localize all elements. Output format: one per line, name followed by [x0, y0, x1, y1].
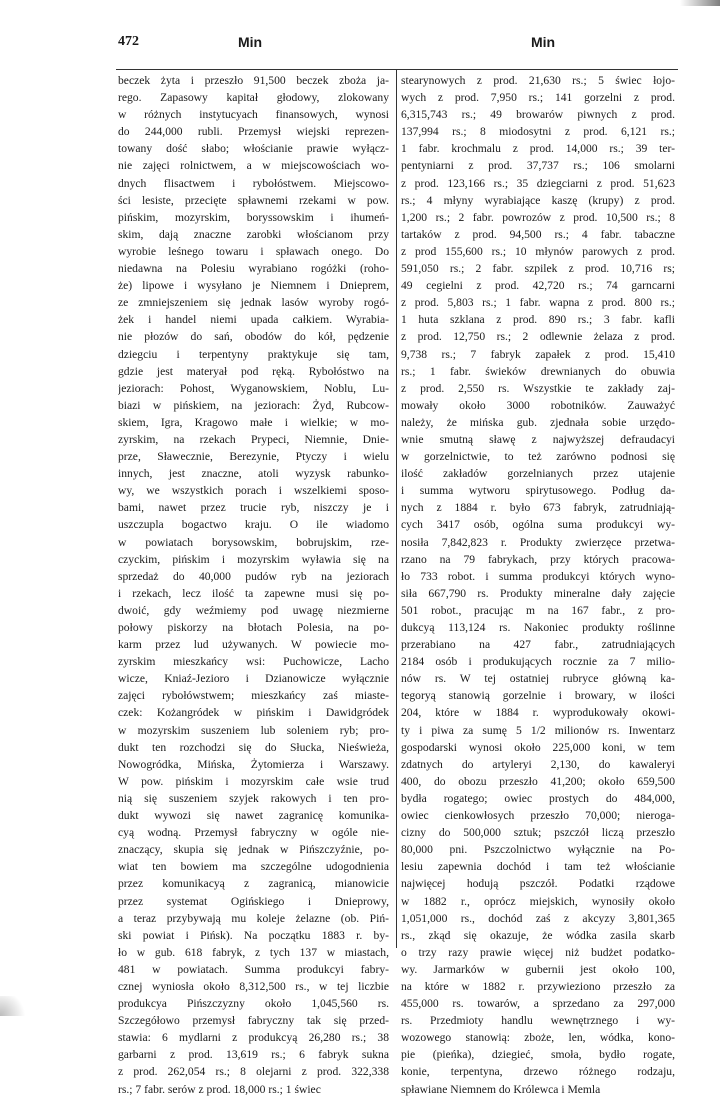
text-line: gdzie jest materyał pod ręką. Rybołóstwo na [118, 364, 389, 378]
text-line: rs. Przedmioty handlu wewnętrznego i wy- [401, 1014, 675, 1028]
text-line: zajęci rybołówstwem; mieszkańcy zaś miaste- [118, 689, 389, 703]
text-line: Nowogródka, Mińska, Żytomierza i Warszawy. [118, 757, 389, 771]
text-line: czyckim, pińskim i mozyrskim wyławia się na [118, 552, 389, 566]
text-line: ty i piwa za sumę 5 1/2 milionów rs. Inwentarz [401, 723, 675, 737]
text-line: w różnych instytucyach finansowych, wynosi [118, 108, 389, 122]
text-line: uszczupla bogactwo kraju. O ile wiadomo [118, 518, 389, 532]
text-line: innych, jest znaczne, atoli wyzysk rabunko- [118, 467, 389, 481]
text-line: dnych flisactwem i rybołóstwem. Miejscowo- [118, 176, 389, 190]
text-line: 2184 osób i produkujących rocznie za 7 milio- [401, 655, 675, 669]
text-line: o trzy razy prawie więcej niż budżet podatko- [401, 945, 675, 959]
text-line: lesiu zapewnia dochód i tam też włościanie [401, 860, 675, 874]
text-line: 80,000 pni. Pszczolnictwo wyłącznie na Po- [401, 843, 675, 857]
text-line: dwoić, gdy weźmiemy pod uwagę niezmierne [118, 603, 389, 617]
text-line: 1,051,000 rs., dochód zaś z akcyzy 3,801,365 [401, 911, 675, 925]
text-line: cych 3417 osób, ogólna suma produkcyi wy- [401, 518, 675, 532]
text-line: rs.; 7 fabr. serów z prod. 18,000 rs.; 1 świec [118, 1082, 321, 1096]
right-column [401, 72, 675, 1098]
text-line: 455,000 rs. towarów, a sprzedano za 297,000 [401, 997, 675, 1011]
text-line: do 244,000 rubli. Przemysł wiejski reprezen- [118, 125, 389, 139]
text-line: 137,994 rs.; 8 miodosytni z prod. 6,121 rs.; [401, 125, 675, 139]
scan-corner-shadow [0, 996, 30, 1016]
text-line: mowały około 3000 robotników. Zauważyć [401, 398, 675, 412]
text-line: stawia: 6 mydlarni z produkcyą 26,280 rs.; 38 [118, 1031, 389, 1045]
text-line: rs., zkąd się okazuje, że wódka zasila skarb [401, 928, 675, 942]
header-rule [116, 69, 678, 70]
text-line: stearynowych z prod. 21,630 rs.; 5 świec łojo- [401, 74, 675, 87]
text-line: W pow. pińskim i mozyrskim całe wsie trud [118, 774, 389, 788]
text-line: z prod. 2,550 rs. Wszystkie te zakłady zaj- [401, 381, 675, 395]
text-line: z prod. 5,803 rs.; 1 fabr. wapna z prod. 800 rs.; [401, 296, 675, 310]
column-divider [396, 70, 397, 948]
text-line: dukcyą 113,124 rs. Nakoniec produkty roślinne [401, 621, 675, 634]
text-line: niedawna na Polesiu wyrabiano rogóżki (roho- [118, 262, 389, 276]
text-line: spławiane Niemnem do Królewca i Memla [401, 1082, 601, 1096]
text-line: że) lipowe i wysyłano je Niemnem i Dnieprem, [118, 279, 389, 293]
text-line: cyą wodną. Przemysł fabryczny w ogóle nie- [118, 826, 389, 840]
text-line: przez komunikacyą z zagranicą, mianowicie [118, 877, 389, 891]
page-header [0, 34, 720, 54]
text-line: wych z prod. 7,950 rs.; 141 gorzelni z prod. [401, 91, 675, 105]
text-line: prze, Sławecznie, Berezynie, Ptyczy i wielu [118, 450, 389, 464]
text-line: ło 733 robot. i summa produkcyi których wyno- [401, 569, 675, 583]
text-line: ści lesiste, przecięte spławnemi rzekami w pow. [118, 193, 389, 207]
text-line: Szczegółowo przemysł fabryczny tak się przed- [118, 1014, 389, 1028]
text-line: dukt ten rozchodzi się do Słucka, Nieświeża, [118, 740, 389, 754]
text-line: ilość zakładów gorzelnianych przez utajenie [401, 467, 675, 481]
text-line: 6,315,743 rs.; 49 browarów piwnych z prod. [401, 108, 675, 122]
running-head-right: Min [531, 34, 556, 50]
text-line: biazi w pińskiem, na jeziorach: Żyd, Rubcow- [118, 398, 389, 412]
text-line: w gorzelnictwie, to też zarówno podnosi się [401, 450, 675, 464]
text-line: najwięcej hodują pszczół. Podatki rządowe [401, 877, 675, 891]
text-line: jeziorach: Pohost, Wyganowskiem, Noblu, Lu- [118, 381, 389, 395]
text-line: połowy piskorzy na błotach Polesia, na po- [118, 621, 389, 634]
text-line: w mozyrskim suszeniem lub soleniem ryb; pro- [118, 723, 389, 737]
text-line: nie zajęci rolnictwem, a w miejscowościach wo- [118, 159, 389, 173]
text-line: zdatnych do artyleryi 2,130, do kawaleryi [401, 757, 675, 771]
text-line: nią się suszeniem szyjek rakowych i ten pro- [118, 791, 389, 805]
text-line: pentyniarni z prod. 37,737 rs.; 106 smolarni [401, 159, 675, 173]
text-line: z prod 155,600 rs.; 10 młynów parowych z prod. [401, 244, 675, 258]
text-line: wozowego stanowią: zboże, len, wódka, kono- [401, 1031, 675, 1045]
text-line: 1 fabr. krochmalu z prod. 14,000 rs.; 39 ter- [401, 142, 675, 156]
text-line: z prod. 123,166 rs.; 35 dziegciarni z prod. 51,623 [401, 176, 675, 190]
text-line: tegoryą stanowią gorzelnie i browary, w ilości [401, 689, 675, 703]
text-line: karm przez lud używanych. W powiecie mo- [118, 638, 389, 652]
text-line: cizny do 500,000 sztuk; pszczół liczą przeszło [401, 826, 675, 840]
text-line: siła 667,790 rs. Produkty mineralne dały zajęcie [401, 586, 675, 600]
text-line: nosiła 7,842,823 r. Produkty zwierzęce przetwa- [401, 535, 675, 549]
text-line: wicze, Kniaź-Jezioro i Dzianowicze wyłącznie [118, 672, 389, 686]
text-line: skim, dają znaczne zarobki włościanom przy [118, 227, 389, 241]
text-line: ski powiat i Pińsk). Na początku 1883 r. by- [118, 928, 389, 942]
text-line: ze zmniejszeniem się jednak lasów wyroby rogó- [118, 296, 389, 310]
text-line: należy, że mińska gub. zjednała sobie urzędo- [401, 415, 675, 429]
text-line: towany dość słabo; włościanie prawie wyłącz- [118, 142, 389, 156]
text-line: rego. Zapasowy kapitał głodowy, zlokowany [118, 91, 389, 105]
text-line: 591,050 rs.; 2 fabr. szpilek z prod. 10,716 rs; [401, 262, 675, 276]
text-line: produkcya Pińszczyzny około 1,045,560 rs. [118, 997, 389, 1011]
text-line: rs.; 4 młyny wyrabiające kaszę (krupy) z prod. [401, 193, 675, 207]
text-line: zyrskim, na rzekach Prypeci, Niemnie, Dnie- [118, 432, 389, 446]
text-line: wnie smutną sławę z najwyższej defraudacyi [401, 432, 675, 446]
text-line: zyrskim mieszkańcy wsi: Puchowicze, Lacho [118, 655, 389, 669]
text-line: 204, które w 1884 r. wyprodukowały okowi- [401, 706, 675, 720]
text-line: 1 huta szklana z prod. 890 rs.; 3 fabr. kafli [401, 313, 675, 327]
text-line: przerabiano na 427 fabr., zatrudniających [401, 638, 675, 652]
text-line: konie, terpentyna, drzewo różnego rodzaju, [401, 1065, 675, 1079]
text-line: cznej wyniosła około 8,312,500 rs., w tej liczbie [118, 979, 389, 993]
text-line: i summa wytworu spirytusowego. Podług da- [401, 484, 675, 498]
text-line: beczek żyta i przeszło 91,500 beczek zboża ja- [118, 74, 389, 87]
text-line: w powiatach borysowskim, bobrujskim, rze- [118, 535, 389, 549]
text-line: znaczący, skupia się jednak w Pińszczyźnie, po- [118, 843, 389, 857]
text-line: 9,738 rs.; 7 fabryk zapałek z prod. 15,410 [401, 347, 675, 361]
text-line: czek: Kożangródek w pińskim i Dawidgródek [118, 706, 389, 720]
text-line: ło w gub. 618 fabryk, z tych 137 w miastach, [118, 945, 389, 959]
text-line: 501 robot., pracując m na 167 fabr., z pro- [401, 603, 675, 617]
text-line: z prod. 262,054 rs.; 8 olejarni z prod. 322,338 [118, 1065, 389, 1079]
page-number: 472 [118, 34, 139, 49]
text-line: nych z 1884 r. było 673 fabryk, zatrudniają- [401, 501, 675, 515]
text-line: 400, do obozu przeszło 41,200; około 659,500 [401, 774, 675, 788]
text-line: przez systemat Ogińskiego i Dnieprowy, [118, 894, 389, 908]
text-line: dziegciu i terpentyny praktykuje się tam, [118, 347, 389, 361]
text-line: wy, we wszystkich porach i wszelkiemi sposo- [118, 484, 389, 498]
text-line: i rzekach, lecz ilość ta zapewne musi się po- [118, 586, 389, 600]
text-line: garbarni z prod. 13,619 rs.; 6 fabryk sukna [118, 1048, 389, 1062]
text-line: dukt wywozi się nawet zagranicę komunika- [118, 809, 389, 823]
text-line: skiem, Igra, Kragowo małe i wielkie; w mo- [118, 415, 389, 429]
text-line: owiec cienkowłosych przeszło 70,000; nierogа- [401, 809, 675, 823]
text-line: 1,200 rs.; 2 fabr. powrozów z prod. 10,500 rs.; 8 [401, 210, 675, 224]
text-line: z prod. 12,750 rs.; 2 odlewnie żelaza z prod. [401, 330, 675, 344]
text-line: rzano na 79 fabrykach, przy których pracowa- [401, 552, 675, 566]
text-line: pińskim, mozyrskim, boryssowskim i ihumeń- [118, 210, 389, 224]
text-line: na które w 1882 r. przywieziono przeszło za [401, 979, 675, 993]
running-head-left: Min [238, 34, 263, 50]
text-line: wiat ten bowiem ma szczególne udogodnienia [118, 860, 389, 874]
text-line: bydła rogatego; owiec prostych do 484,000, [401, 791, 675, 805]
text-line: 49 cegielni z prod. 42,720 rs.; 74 garncarni [401, 279, 675, 293]
text-line: a teraz przybywają mu koleje żelazne (ob. Piń- [118, 911, 389, 925]
text-line: nów rs. W tej ostatniej rubryce główną ka- [401, 672, 675, 686]
text-line: żek i handel niemi upada całkiem. Wyrabia- [118, 313, 389, 327]
text-line: wy. Jarmarków w gubernii jest około 100, [401, 962, 675, 976]
text-line: pie (pieńka), dziegieć, smoła, bydło rogate, [401, 1048, 675, 1062]
left-column [118, 72, 389, 1098]
text-line: wyrobie leśnego towaru i spławach onego. Do [118, 244, 389, 258]
text-line: 481 w powiatach. Summa produkcyi fabry- [118, 962, 389, 976]
text-line: nie płozów do sań, obodów do kół, pędzenie [118, 330, 389, 344]
text-line: tartaków z prod. 94,500 rs.; 4 fabr. tabaczne [401, 227, 675, 241]
text-line: rs.; 1 fabr. świeków drewnianych do obuwia [401, 364, 675, 378]
text-line: bami, nawet przez trucie ryb, niszczy je i [118, 501, 389, 515]
scan-edge-shadow [680, 0, 720, 6]
text-line: gospodarski wynosi około 225,000 koni, w tem [401, 740, 675, 754]
text-line: sprzedaż do 40,000 pudów ryb na jeziorach [118, 569, 389, 583]
text-line: w 1882 r., oprócz miejskich, wynosiły około [401, 894, 675, 908]
